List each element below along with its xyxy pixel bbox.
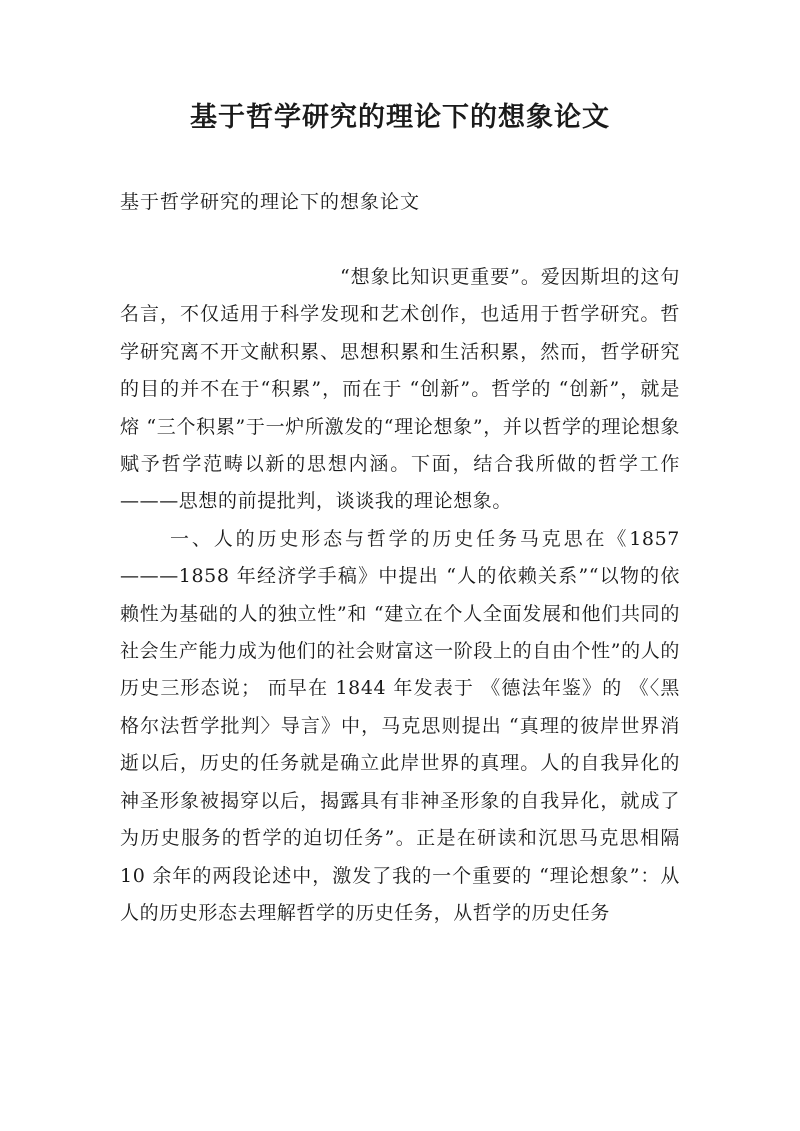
document-body (120, 259, 680, 932)
body-paragraph: “想象比知识更重要”。爱因斯坦的这句名言，不仅适用于科学发现和艺术创作，也适用于哲学研究。哲学研究离不开文献积累、思想积累和生活积累，然而，哲学研究的目的并不在于“积累”，而在于 “创新”。哲学的 “创新”，就是熔 “三个积累”于一炉所激发的“理论想象”，并以哲学的理论想象赋予哲学范畴以新的思想内涵。下面，结合我所做的哲学工作———思想的前提批判，谈谈我的理论想象。 (120, 266, 680, 513)
body-paragraph: 一、人的历史形态与哲学的历史任务马克思在《1857———1858 年经济学手稿》中提出 “人的依赖关系”“以物的依赖性为基础的人的独立性”和 “建立在个人全面发展和他们共同的社会生产能力成为他们的社会财富这一阶段上的自由个性”的人的历史三形态说； 而早在 1844 年发表于 《德法年鉴》的 《〈黑格尔法哲学批判〉导言》中，马克思则提出 “真理的彼岸世界消逝以后，历史的任务就是确立此岸世界的真理。人的自我异化的神圣形象被揭穿以后，揭露具有非神圣形象的自我异化，就成了为历史服务的哲学的迫切任务”。正是在研读和沉思马克思相隔 10 余年的两段论述中，激发了我的一个重要的 “理论想象”：从人的历史形态去理解哲学的历史任务，从哲学的历史任务 (120, 527, 680, 924)
document-subtitle: 基于哲学研究的理论下的想象论文 (120, 191, 421, 213)
document-title: 基于哲学研究的理论下的想象论文 (190, 102, 610, 133)
